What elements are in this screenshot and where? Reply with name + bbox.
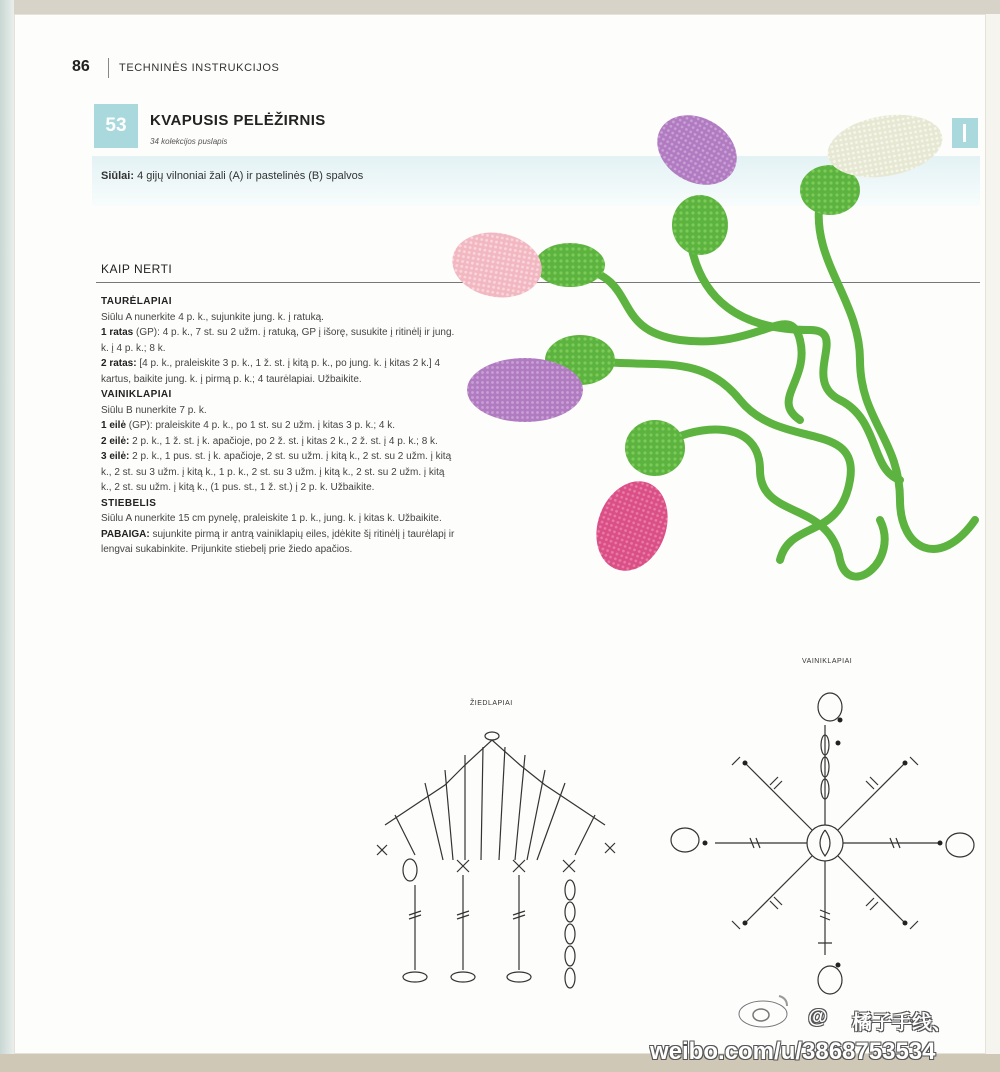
diagram-label-sepals: VAINIKLAPIAI — [802, 658, 853, 665]
instruction-paragraph — [101, 356, 456, 387]
instruction-heading: STIEBELIS — [101, 497, 157, 509]
diagram-label-petals: ŽIEDLAPIAI — [470, 700, 513, 707]
instruction-text: [4 p. k., praleiskite 3 p. k., 1 ž. st. į kitą p. k., po jung. k. į kitas 2 k.] 4 kartus, baikite jung. k. į pirmą p. k.; 4 taurėlapiai. Užbaikite. — [101, 358, 441, 385]
instruction-text: 2 p. k., 1 pus. st. į k. apačioje, 2 st. su užm. į kitą k., 2 st. su 2 užm. į kitą k., 2 st. su 3 užm. į kitą k., 1 p. k., 2 st. su 3 užm. į kitą k., 2 st. su 2 užm. į kitą k., 2 st. su užm. į kitą k., (1 pus. st., 1 ž. st.) į 2 p. k. Užbaikite. — [101, 451, 452, 493]
yarn-text: 4 gijų vilnoniai žali (A) ir pastelinės (B) spalvos — [134, 170, 364, 182]
instructions-text — [101, 294, 456, 558]
pattern-number-badge: 53 — [94, 104, 138, 148]
yarn-label: Siūlai: — [101, 170, 135, 182]
instruction-step-label: 3 eilė: — [101, 451, 130, 462]
instruction-text: Siūlu A nunerkite 15 cm pynelę, praleiskite 1 p. k., jung. k. į kitas k. Užbaikite. — [101, 513, 442, 524]
section-heading: KAIP NERTI — [101, 262, 173, 276]
instruction-paragraph — [101, 403, 456, 419]
instruction-paragraph — [101, 418, 456, 434]
page-number: 86 — [72, 58, 90, 75]
instruction-step-label: PABAIGA: — [101, 528, 150, 540]
instruction-paragraph — [101, 325, 456, 356]
watermark-url: weibo.com/u/3868753534 — [650, 1038, 936, 1065]
instruction-paragraph — [101, 310, 456, 326]
instruction-text: 2 p. k., 1 ž. st. į k. apačioje, po 2 ž. st. į kitas 2 k., 2 ž. st. į 4 p. k.; 8 k. — [129, 435, 438, 447]
watermark-at: @ — [808, 1006, 828, 1028]
weibo-logo-icon — [735, 990, 795, 1028]
watermark-handle: 橘子手线、 — [852, 1012, 952, 1034]
running-header: TECHNINĖS INSTRUKCIJOS — [108, 58, 280, 78]
instruction-step-label: 1 ratas — [101, 327, 134, 338]
instruction-step-label: 1 eilė — [101, 420, 127, 431]
yarn-info — [101, 170, 363, 182]
instruction-text: (GP): 4 p. k., 7 st. su 2 užm. į ratuką, GP į išorę, susukite į ritinėlį ir jung. k. į 4 p. k.; 8 k. — [101, 327, 455, 354]
instruction-paragraph — [101, 434, 456, 450]
pattern-title: KVAPUSIS PELĖŽIRNIS — [150, 112, 326, 129]
instruction-paragraph — [101, 527, 456, 558]
book-top-edge — [0, 0, 1000, 14]
instruction-text: sujunkite pirmą ir antrą vainiklapių eiles, įdėkite šį ritinėlį į taurėlapį ir lengvai sukabinkite. Prijunkite stiebelį prie žiedo apačios. — [101, 528, 455, 555]
instruction-step-label: 2 ratas: — [101, 358, 137, 369]
instruction-heading: TAURĖLAPIAI — [101, 296, 172, 307]
instruction-paragraph — [101, 449, 456, 496]
instruction-paragraph — [101, 511, 456, 527]
sepals-chart — [660, 685, 990, 1015]
pattern-subtitle: 34 kolekcijos puslapis — [150, 137, 228, 146]
book-spine — [0, 0, 14, 1072]
crochet-flowers-photo — [440, 108, 990, 598]
instruction-text: Siūlu A nunerkite 4 p. k., sujunkite jung. k. į ratuką. — [101, 311, 324, 323]
instruction-heading: VAINIKLAPIAI — [101, 389, 172, 400]
instruction-text: Siūlu B nunerkite 7 p. k. — [101, 404, 207, 416]
instruction-text: (GP): praleiskite 4 p. k., po 1 st. su 2 užm. į kitas 3 p. k.; 4 k. — [126, 420, 396, 431]
instruction-step-label: 2 eilė: — [101, 435, 130, 447]
petals-chart — [365, 725, 635, 995]
